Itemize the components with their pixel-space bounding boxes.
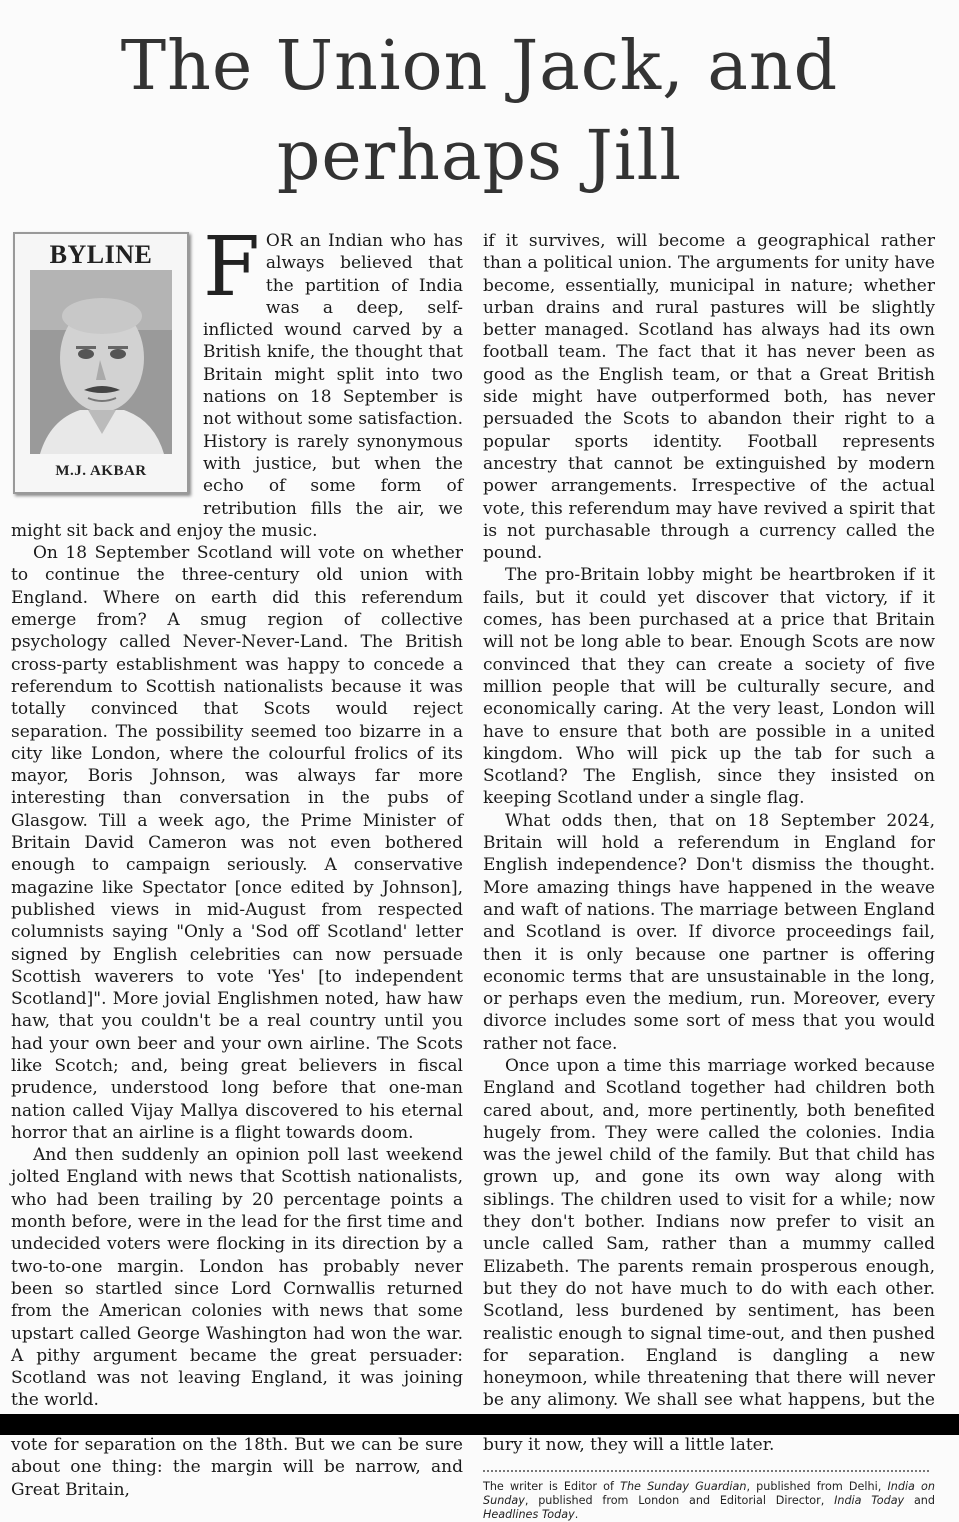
paragraph-4: vote for separation on the 18th. But we can be sure about one thing: the margin will be narrow, and Great Britain,	[11, 1435, 463, 1500]
footnote-text-2: , published from Delhi,	[746, 1480, 888, 1494]
byline-box	[13, 232, 189, 494]
footnote-pub-2: India on Sunday	[483, 1480, 935, 1508]
footnote-pub-1: The Sunday Guardian	[620, 1480, 747, 1494]
bottom-edge-bar	[0, 1414, 959, 1435]
paragraph-6: The pro-Britain lobby might be heartbroken if it fails, but it could yet discover that victory, if it comes, has been purchased at a price that Britain will not be long able to bear. Enough Scots are now convinced that they can create a society of five million people that will be culturally secure, and economically caring. At the very least, London will have to ensure that both are possible in a united kingdom. Who will pick up the tab for such a Scotland? The English, since they insisted on keeping Scotland under a single flag.	[483, 565, 935, 809]
footnote-text-4: and	[904, 1494, 935, 1508]
paragraph-3: And then suddenly an opinion poll last weekend jolted England with news that Scottish nationalists, who had been trailing by 20 percentage points a month before, were in the lead for the first time and undecided voters were flocking in its direction by a two-to-one margin. London has probably never been so startled since Lord Cornwallis returned from the American colonies with news that some upstart called George Washington had won the war. A pithy argument became the great persuader: Scotland was not leaving England, it was joining the world.	[11, 1145, 463, 1411]
paragraph-8: Once upon a time this marriage worked because England and Scotland together had children both cared about, and, more pertinently, both benefited hugely from. They were called the colonies. India was the jewel child of the family. But that child has grown up, and gone its own way along with siblings. The children used to visit for a while; now they don't bother. Indians now prefer to visit an uncle called Sam, rather than a mummy called Elizabeth. The parents remain prosperous enough, but they do not have much to do with each other. Scotland, less burdened by sentiment, has been realistic enough to signal time-out, and then pushed for separation. England is dangling a new honeymoon, while threatening that there will never be any alimony. We shall see what happens, but the bury it now, they will a little later.	[483, 1055, 935, 1456]
author-footnote	[483, 1480, 935, 1522]
headline-line-1: The Union Jack, and	[120, 27, 839, 106]
headline-line-2: perhaps Jill	[276, 117, 683, 196]
footnote-text-1: The writer is Editor of	[483, 1480, 621, 1494]
left-column	[11, 220, 463, 1501]
paragraph-7: What odds then, that on 18 September 2024, Britain will hold a referendum in England for English independence? Don't dismiss the thought. More amazing things have happened in the weave and waft of nations. The marriage between England and Scotland is over. If divorce proceedings fail, then it is only because one partner is offering economic terms that are unsustainable in the long, or perhaps even the medium, run. Moreover, every divorce includes some sort of mess that you would rather not face.	[483, 810, 935, 1054]
right-column	[483, 230, 935, 1522]
footnote-text-3: , published from London and Editorial Director,	[524, 1494, 835, 1508]
byline-name: M.J. AKBAR	[55, 463, 147, 480]
paragraph-2: On 18 September Scotland will vote on whether to continue the three-century old union with England. Where on earth did this referendum emerge from? A smug region of collective psychology called Never-Never-Land. The British cross-party establishment was happy to concede a referendum to Scottish nationalists because it was totally convinced that Scots would reject separation. The possibility seemed too bizarre in a city like London, where the colourful frolics of its mayor, Boris Johnson, was always far more interesting than conversation in the pubs of Glasgow. Till a week ago, the Prime Minister of Britain David Cameron was not even bothered enough to campaign seriously. A conservative magazine like Spectator [once edited by Johnson], published views in mid-August from respected columnists saying "Only a 'Sod off Scotland' letter signed by English celebrities can now persuade Scottish waverers to vote 'Yes' [to independent Scotland]". More jovial Englishmen noted, haw haw haw, that you couldn't be a real country until you had your own beer and your own airline. The Scots like Scotch; and, being great believers in fiscal prudence, understood long before that one-man nation called Vijay Mallya discovered to his eternal horror that an airline is a flight towards doom.	[11, 543, 463, 1143]
dropcap: F	[203, 220, 260, 315]
dotted-divider	[483, 1470, 929, 1472]
footnote-text-5: .	[574, 1508, 579, 1522]
paragraph-5: if it survives, will become a geographical rather than a political union. The arguments for unity have become, essentially, municipal in nature; whether urban drains and rural pastures will be slightly better managed. Scotland has always had its own football team. The fact that it has never been as good as the English team, or that a Great British side might have outperformed both, has never persuaded the Scots to abandon their right to a popular sports identity. Football represents ancestry that cannot be extinguished by modern power arrangements. Irrespective of the actual vote, this referendum may have revived a spirit that is not purchasable through a currency called the pound.	[483, 231, 935, 564]
author-portrait-svg	[30, 270, 172, 454]
paragraph-1-text: OR an Indian who has always believed that the partition of India was a deep, self-inflicted wound carved by a British knife, the thought that Britain might split into two nations on 18 September is not without some satisfaction. History is rarely synonymous with justice, but when the echo of some form of retribution fills the air, we might sit back and enjoy the music.	[11, 231, 463, 541]
footnote-pub-4: Headlines Today	[483, 1508, 575, 1522]
footnote-pub-3: India Today	[834, 1494, 905, 1508]
byline-tag: BYLINE	[49, 240, 153, 269]
author-portrait-icon	[30, 270, 172, 454]
headline	[0, 22, 959, 202]
